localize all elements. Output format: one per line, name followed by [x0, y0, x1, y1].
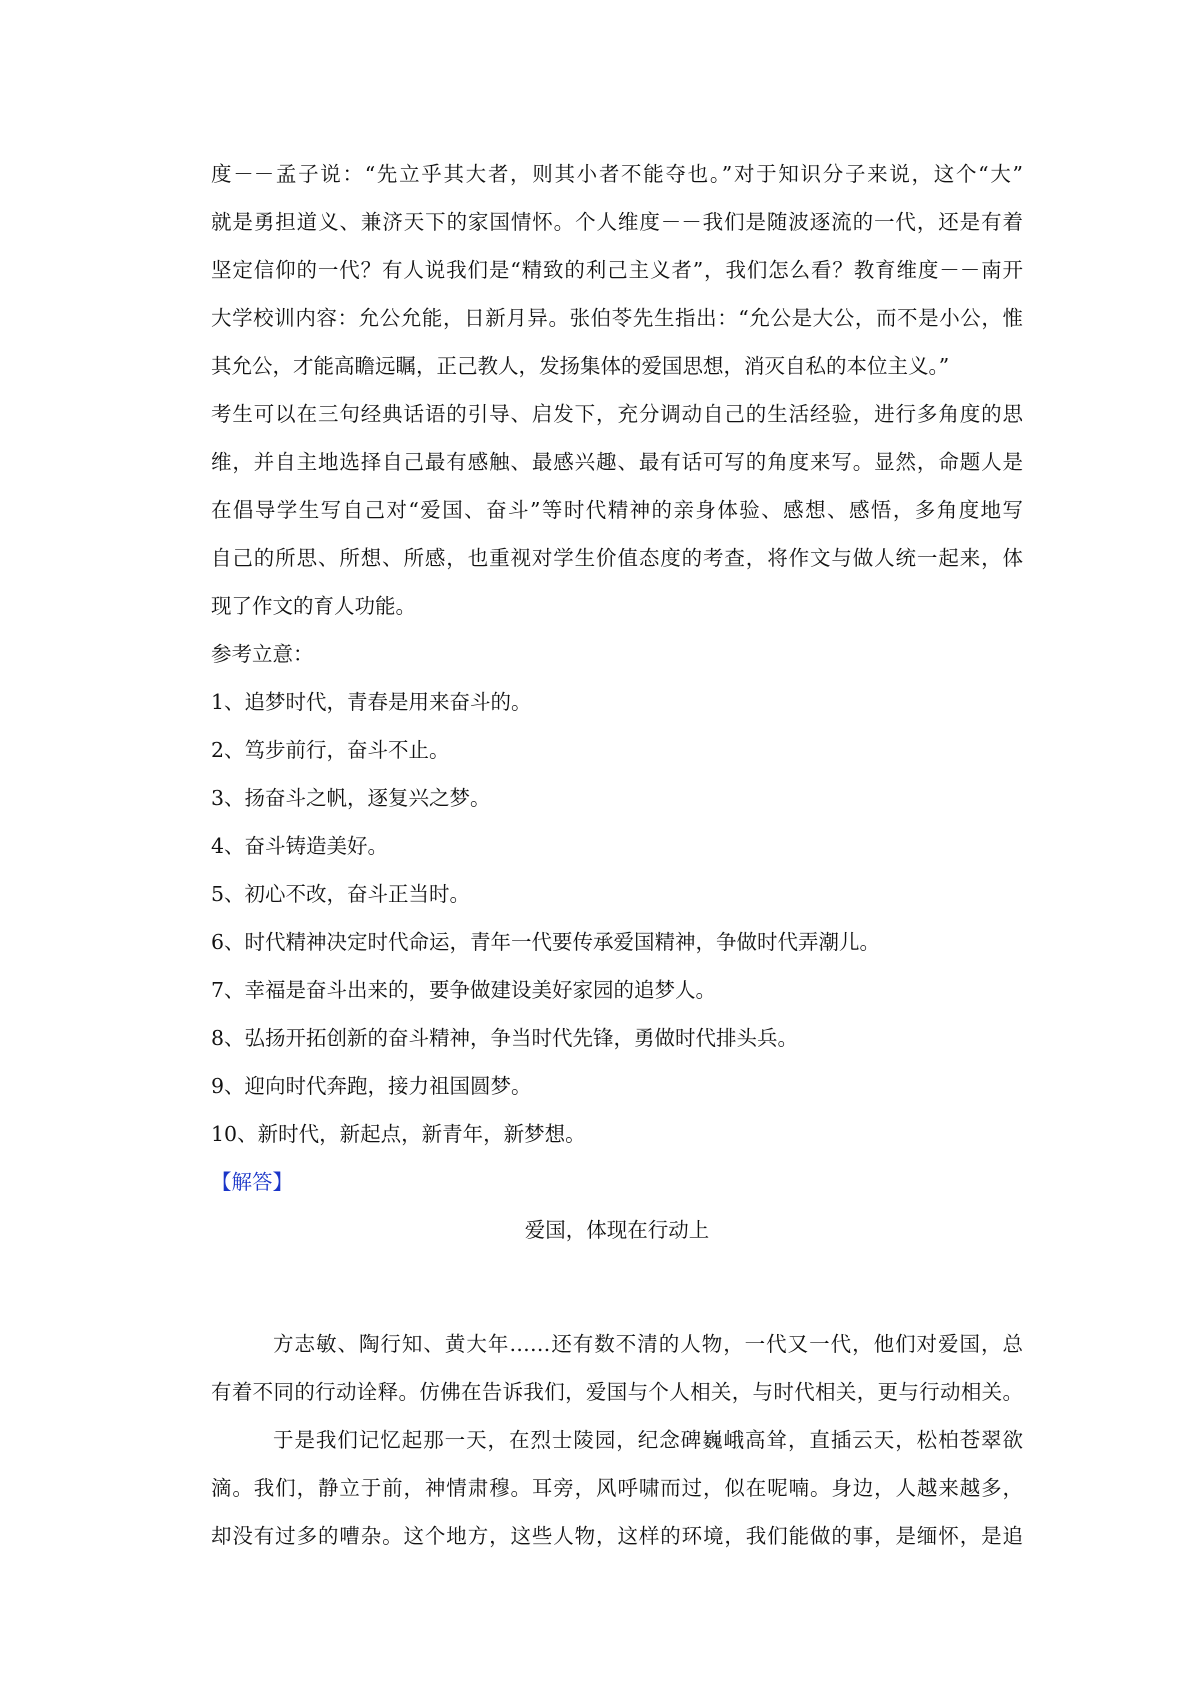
list-item: 2、笃步前行，奋斗不止。	[211, 738, 450, 762]
list-item: 4、奋斗铸造美好。	[211, 834, 389, 858]
list-item: 5、初心不改，奋斗正当时。	[211, 882, 471, 906]
essay-paragraph	[211, 1416, 1023, 1560]
text-line: 滴。我们，静立于前，神情肃穆。耳旁，风呼啸而过，似在呢喃。身边，人越来越多，	[211, 1476, 1023, 1500]
reference-heading: 参考立意：	[211, 642, 314, 666]
list-item: 7、幸福是奋斗出来的，要争做建设美好家园的追梦人。	[211, 978, 717, 1002]
text-line: 在倡导学生写自己对“爱国、奋斗”等时代精神的亲身体验、感想、感悟，多角度地写	[211, 498, 1023, 522]
list-item: 8、弘扬开拓创新的奋斗精神，争当时代先锋，勇做时代排头兵。	[211, 1026, 799, 1050]
text-line: 于是我们记忆起那一天，在烈士陵园，纪念碑巍峨高耸，直插云天，松柏苍翠欲	[273, 1428, 1023, 1452]
text-line: 有着不同的行动诠释。仿佛在告诉我们，爱国与个人相关，与时代相关，更与行动相关。	[211, 1380, 1023, 1404]
text-line: 却没有过多的嘈杂。这个地方，这些人物，这样的环境，我们能做的事，是缅怀，是追	[211, 1524, 1023, 1548]
list-item: 1、追梦时代，青春是用来奋斗的。	[211, 690, 532, 714]
document-page	[211, 150, 1023, 1560]
reference-list	[211, 678, 1023, 1158]
essay-title: 爱国，体现在行动上	[524, 1218, 710, 1242]
text-line: 度－－孟子说：“先立乎其大者，则其小者不能夺也。”对于知识分子来说，这个“大”	[211, 162, 1023, 186]
list-item: 9、迎向时代奔跑，接力祖国圆梦。	[211, 1074, 532, 1098]
text-line: 现了作文的育人功能。	[211, 594, 416, 618]
list-item: 3、扬奋斗之帆，逐复兴之梦。	[211, 786, 491, 810]
text-line: 大学校训内容：允公允能，日新月异。张伯苓先生指出：“允公是大公，而不是小公，惟	[211, 306, 1023, 330]
text-line: 自己的所思、所想、所感，也重视对学生价值态度的考查，将作文与做人统一起来，体	[211, 546, 1023, 570]
analysis-paragraph	[211, 390, 1023, 630]
list-item: 10、新时代，新起点，新青年，新梦想。	[211, 1122, 586, 1146]
intro-paragraph	[211, 150, 1023, 390]
spacer	[211, 1254, 1023, 1320]
text-line: 坚定信仰的一代？有人说我们是“精致的利己主义者”，我们怎么看？教育维度－－南开	[211, 258, 1023, 282]
answer-label: 【解答】	[211, 1170, 293, 1194]
text-line: 就是勇担道义、兼济天下的家国情怀。个人维度－－我们是随波逐流的一代，还是有着	[211, 210, 1023, 234]
text-line: 维，并自主地选择自己最有感触、最感兴趣、最有话可写的角度来写。显然，命题人是	[211, 450, 1023, 474]
text-line: 考生可以在三句经典话语的引导、启发下，充分调动自己的生活经验，进行多角度的思	[211, 402, 1023, 426]
essay-paragraph	[211, 1320, 1023, 1416]
list-item: 6、时代精神决定时代命运，青年一代要传承爱国精神，争做时代弄潮儿。	[211, 930, 881, 954]
text-line: 其允公，才能高瞻远瞩，正己教人，发扬集体的爱国思想，消灭自私的本位主义。”	[211, 354, 950, 378]
text-line: 方志敏、陶行知、黄大年……还有数不清的人物，一代又一代，他们对爱国，总	[273, 1332, 1023, 1356]
